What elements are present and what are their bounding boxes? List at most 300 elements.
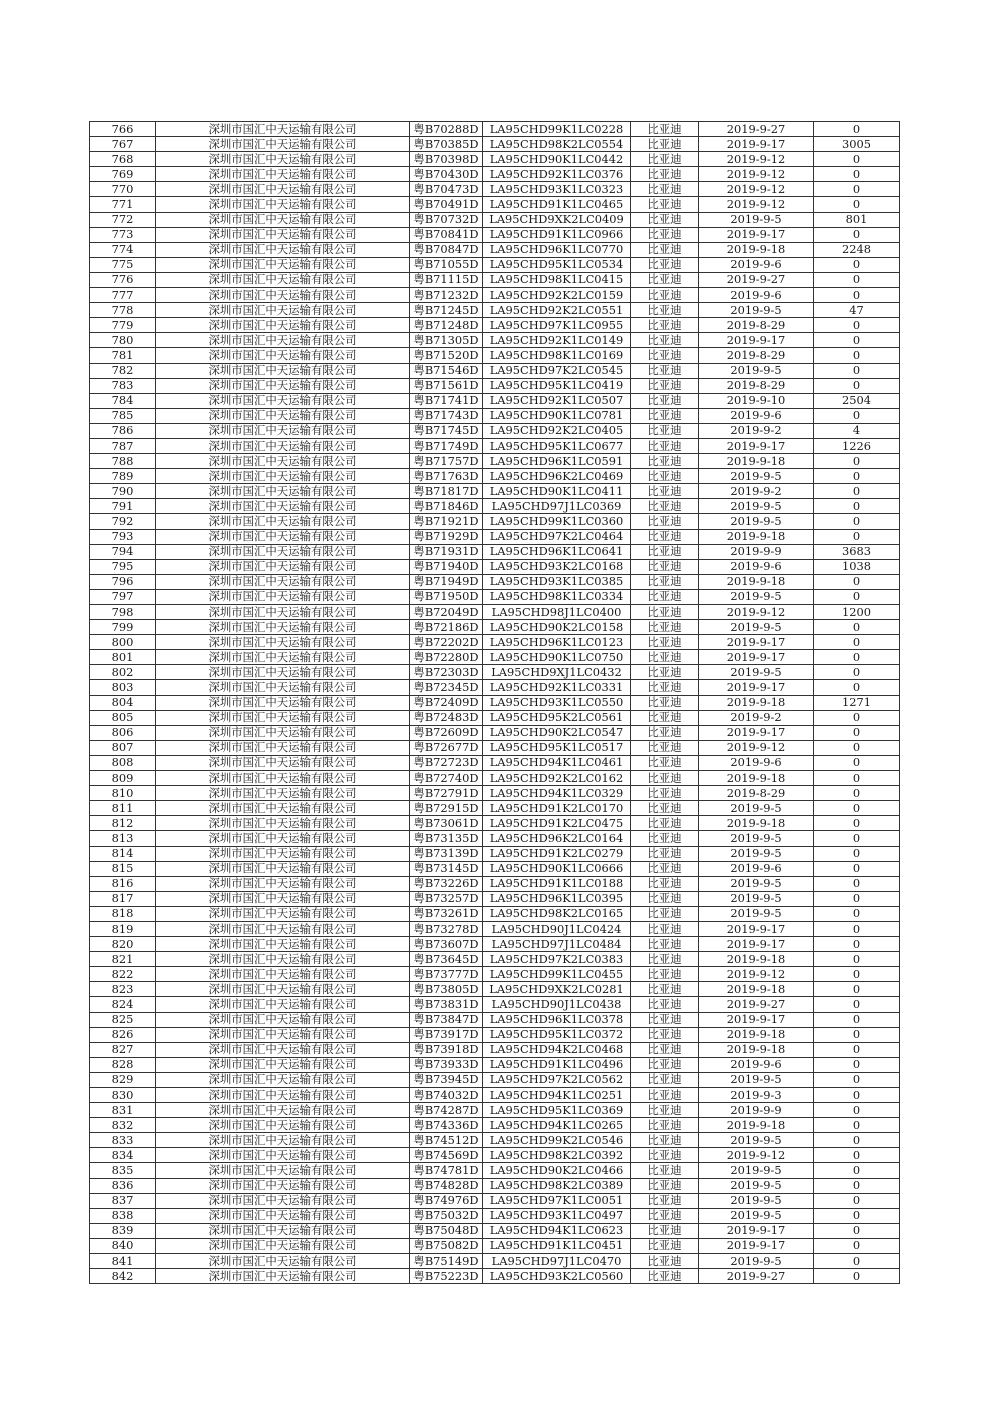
- vin-code-cell: LA95CHD95K1LC0534: [483, 257, 631, 272]
- vin-code-cell: LA95CHD98K2LC0165: [483, 906, 631, 921]
- row-number-cell: 781: [90, 348, 156, 363]
- table-row: [90, 786, 900, 801]
- plate-number-cell: 粤B75082D: [410, 1238, 483, 1253]
- date-cell: 2019-9-17: [699, 1238, 814, 1253]
- amount-cell: 0: [814, 1088, 900, 1103]
- amount-cell: 0: [814, 921, 900, 936]
- plate-number-cell: 粤B71561D: [410, 378, 483, 393]
- brand-cell: 比亚迪: [631, 1254, 699, 1269]
- row-number-cell: 787: [90, 438, 156, 453]
- table-row: [90, 635, 900, 650]
- brand-cell: 比亚迪: [631, 348, 699, 363]
- brand-cell: 比亚迪: [631, 695, 699, 710]
- amount-cell: 801: [814, 212, 900, 227]
- brand-cell: 比亚迪: [631, 997, 699, 1012]
- date-cell: 2019-9-2: [699, 484, 814, 499]
- vin-code-cell: LA95CHD98K2LC0554: [483, 137, 631, 152]
- brand-cell: 比亚迪: [631, 122, 699, 137]
- date-cell: 2019-8-29: [699, 378, 814, 393]
- company-name-cell: 深圳市国汇中天运输有限公司: [156, 333, 410, 348]
- date-cell: 2019-9-18: [699, 454, 814, 469]
- amount-cell: 0: [814, 801, 900, 816]
- amount-cell: 0: [814, 1193, 900, 1208]
- table-row: [90, 469, 900, 484]
- date-cell: 2019-9-17: [699, 921, 814, 936]
- vin-code-cell: LA95CHD94K1LC0265: [483, 1118, 631, 1133]
- plate-number-cell: 粤B73831D: [410, 997, 483, 1012]
- company-name-cell: 深圳市国汇中天运输有限公司: [156, 589, 410, 604]
- vin-code-cell: LA95CHD92K2LC0159: [483, 288, 631, 303]
- date-cell: 2019-9-12: [699, 605, 814, 620]
- amount-cell: 0: [814, 1269, 900, 1284]
- plate-number-cell: 粤B74287D: [410, 1103, 483, 1118]
- company-name-cell: 深圳市国汇中天运输有限公司: [156, 937, 410, 952]
- date-cell: 2019-9-17: [699, 333, 814, 348]
- amount-cell: 0: [814, 1042, 900, 1057]
- amount-cell: 0: [814, 227, 900, 242]
- plate-number-cell: 粤B72303D: [410, 665, 483, 680]
- brand-cell: 比亚迪: [631, 423, 699, 438]
- table-row: [90, 771, 900, 786]
- plate-number-cell: 粤B73061D: [410, 816, 483, 831]
- table-row: [90, 1223, 900, 1238]
- amount-cell: 0: [814, 1148, 900, 1163]
- plate-number-cell: 粤B73226D: [410, 876, 483, 891]
- vin-code-cell: LA95CHD96K1LC0641: [483, 544, 631, 559]
- row-number-cell: 794: [90, 544, 156, 559]
- table-row: [90, 861, 900, 876]
- table-row: [90, 906, 900, 921]
- amount-cell: 47: [814, 303, 900, 318]
- company-name-cell: 深圳市国汇中天运输有限公司: [156, 272, 410, 287]
- vin-code-cell: LA95CHD97K2LC0464: [483, 529, 631, 544]
- table-row: [90, 1238, 900, 1253]
- table-row: [90, 152, 900, 167]
- table-row: [90, 1133, 900, 1148]
- amount-cell: 0: [814, 348, 900, 363]
- brand-cell: 比亚迪: [631, 1118, 699, 1133]
- vin-code-cell: LA95CHD97J1LC0369: [483, 499, 631, 514]
- plate-number-cell: 粤B72409D: [410, 695, 483, 710]
- company-name-cell: 深圳市国汇中天运输有限公司: [156, 861, 410, 876]
- company-name-cell: 深圳市国汇中天运输有限公司: [156, 1254, 410, 1269]
- plate-number-cell: 粤B73278D: [410, 921, 483, 936]
- date-cell: 2019-9-5: [699, 514, 814, 529]
- date-cell: 2019-9-6: [699, 257, 814, 272]
- amount-cell: 0: [814, 1057, 900, 1072]
- brand-cell: 比亚迪: [631, 786, 699, 801]
- date-cell: 2019-9-17: [699, 227, 814, 242]
- brand-cell: 比亚迪: [631, 1072, 699, 1087]
- amount-cell: 2504: [814, 393, 900, 408]
- vin-code-cell: LA95CHD93K1LC0385: [483, 574, 631, 589]
- date-cell: 2019-9-6: [699, 861, 814, 876]
- company-name-cell: 深圳市国汇中天运输有限公司: [156, 318, 410, 333]
- company-name-cell: 深圳市国汇中天运输有限公司: [156, 484, 410, 499]
- vin-code-cell: LA95CHD96K1LC0591: [483, 454, 631, 469]
- amount-cell: 0: [814, 891, 900, 906]
- row-number-cell: 823: [90, 982, 156, 997]
- date-cell: 2019-9-5: [699, 212, 814, 227]
- vin-code-cell: LA95CHD96K2LC0164: [483, 831, 631, 846]
- plate-number-cell: 粤B74781D: [410, 1163, 483, 1178]
- date-cell: 2019-9-5: [699, 1193, 814, 1208]
- date-cell: 2019-9-6: [699, 1057, 814, 1072]
- brand-cell: 比亚迪: [631, 288, 699, 303]
- date-cell: 2019-9-5: [699, 1072, 814, 1087]
- table-row: [90, 272, 900, 287]
- table-row: [90, 620, 900, 635]
- plate-number-cell: 粤B72791D: [410, 786, 483, 801]
- plate-number-cell: 粤B70430D: [410, 167, 483, 182]
- company-name-cell: 深圳市国汇中天运输有限公司: [156, 1208, 410, 1223]
- vin-code-cell: LA95CHD97J1LC0484: [483, 937, 631, 952]
- company-name-cell: 深圳市国汇中天运输有限公司: [156, 1088, 410, 1103]
- company-name-cell: 深圳市国汇中天运输有限公司: [156, 544, 410, 559]
- company-name-cell: 深圳市国汇中天运输有限公司: [156, 891, 410, 906]
- brand-cell: 比亚迪: [631, 454, 699, 469]
- plate-number-cell: 粤B74512D: [410, 1133, 483, 1148]
- row-number-cell: 832: [90, 1118, 156, 1133]
- plate-number-cell: 粤B73918D: [410, 1042, 483, 1057]
- company-name-cell: 深圳市国汇中天运输有限公司: [156, 137, 410, 152]
- vin-code-cell: LA95CHD93K1LC0497: [483, 1208, 631, 1223]
- table-row: [90, 952, 900, 967]
- brand-cell: 比亚迪: [631, 831, 699, 846]
- row-number-cell: 830: [90, 1088, 156, 1103]
- amount-cell: 1038: [814, 559, 900, 574]
- amount-cell: 0: [814, 816, 900, 831]
- plate-number-cell: 粤B73257D: [410, 891, 483, 906]
- company-name-cell: 深圳市国汇中天运输有限公司: [156, 906, 410, 921]
- brand-cell: 比亚迪: [631, 257, 699, 272]
- row-number-cell: 812: [90, 816, 156, 831]
- table-row: [90, 454, 900, 469]
- date-cell: 2019-9-27: [699, 122, 814, 137]
- brand-cell: 比亚迪: [631, 393, 699, 408]
- row-number-cell: 771: [90, 197, 156, 212]
- date-cell: 2019-9-18: [699, 529, 814, 544]
- row-number-cell: 797: [90, 589, 156, 604]
- company-name-cell: 深圳市国汇中天运输有限公司: [156, 212, 410, 227]
- company-name-cell: 深圳市国汇中天运输有限公司: [156, 499, 410, 514]
- row-number-cell: 780: [90, 333, 156, 348]
- brand-cell: 比亚迪: [631, 771, 699, 786]
- vin-code-cell: LA95CHD90J1LC0438: [483, 997, 631, 1012]
- plate-number-cell: 粤B70288D: [410, 122, 483, 137]
- amount-cell: 0: [814, 906, 900, 921]
- row-number-cell: 840: [90, 1238, 156, 1253]
- row-number-cell: 821: [90, 952, 156, 967]
- table-row: [90, 1269, 900, 1284]
- row-number-cell: 774: [90, 242, 156, 257]
- brand-cell: 比亚迪: [631, 801, 699, 816]
- table-row: [90, 650, 900, 665]
- table-row: [90, 423, 900, 438]
- row-number-cell: 786: [90, 423, 156, 438]
- table-row: [90, 1118, 900, 1133]
- amount-cell: 0: [814, 469, 900, 484]
- row-number-cell: 768: [90, 152, 156, 167]
- row-number-cell: 785: [90, 408, 156, 423]
- company-name-cell: 深圳市国汇中天运输有限公司: [156, 967, 410, 982]
- vin-code-cell: LA95CHD96K1LC0378: [483, 1012, 631, 1027]
- table-row: [90, 831, 900, 846]
- table-row: [90, 318, 900, 333]
- amount-cell: 0: [814, 740, 900, 755]
- row-number-cell: 820: [90, 937, 156, 952]
- company-name-cell: 深圳市国汇中天运输有限公司: [156, 197, 410, 212]
- date-cell: 2019-9-3: [699, 1088, 814, 1103]
- table-row: [90, 801, 900, 816]
- brand-cell: 比亚迪: [631, 937, 699, 952]
- brand-cell: 比亚迪: [631, 876, 699, 891]
- table-row: [90, 288, 900, 303]
- date-cell: 2019-9-5: [699, 906, 814, 921]
- table-row: [90, 725, 900, 740]
- amount-cell: 0: [814, 680, 900, 695]
- row-number-cell: 816: [90, 876, 156, 891]
- date-cell: 2019-9-17: [699, 635, 814, 650]
- brand-cell: 比亚迪: [631, 438, 699, 453]
- amount-cell: 0: [814, 982, 900, 997]
- company-name-cell: 深圳市国汇中天运输有限公司: [156, 620, 410, 635]
- brand-cell: 比亚迪: [631, 1178, 699, 1193]
- date-cell: 2019-9-5: [699, 1254, 814, 1269]
- plate-number-cell: 粤B73933D: [410, 1057, 483, 1072]
- row-number-cell: 772: [90, 212, 156, 227]
- plate-number-cell: 粤B73135D: [410, 831, 483, 846]
- vin-code-cell: LA95CHD97K1LC0955: [483, 318, 631, 333]
- plate-number-cell: 粤B73145D: [410, 861, 483, 876]
- brand-cell: 比亚迪: [631, 1088, 699, 1103]
- plate-number-cell: 粤B71846D: [410, 499, 483, 514]
- table-row: [90, 846, 900, 861]
- vin-code-cell: LA95CHD90K2LC0547: [483, 725, 631, 740]
- table-row: [90, 982, 900, 997]
- row-number-cell: 788: [90, 454, 156, 469]
- amount-cell: 0: [814, 408, 900, 423]
- vin-code-cell: LA95CHD90K2LC0466: [483, 1163, 631, 1178]
- row-number-cell: 795: [90, 559, 156, 574]
- brand-cell: 比亚迪: [631, 469, 699, 484]
- table-row: [90, 937, 900, 952]
- company-name-cell: 深圳市国汇中天运输有限公司: [156, 665, 410, 680]
- amount-cell: 0: [814, 529, 900, 544]
- table-row: [90, 182, 900, 197]
- row-number-cell: 769: [90, 167, 156, 182]
- vin-code-cell: LA95CHD98K1LC0415: [483, 272, 631, 287]
- row-number-cell: 833: [90, 1133, 156, 1148]
- table-row: [90, 1042, 900, 1057]
- table-row: [90, 212, 900, 227]
- amount-cell: 0: [814, 725, 900, 740]
- vin-code-cell: LA95CHD90K1LC0666: [483, 861, 631, 876]
- brand-cell: 比亚迪: [631, 725, 699, 740]
- date-cell: 2019-9-18: [699, 695, 814, 710]
- table-row: [90, 1072, 900, 1087]
- vin-code-cell: LA95CHD90K1LC0411: [483, 484, 631, 499]
- company-name-cell: 深圳市国汇中天运输有限公司: [156, 1223, 410, 1238]
- brand-cell: 比亚迪: [631, 589, 699, 604]
- company-name-cell: 深圳市国汇中天运输有限公司: [156, 1042, 410, 1057]
- company-name-cell: 深圳市国汇中天运输有限公司: [156, 152, 410, 167]
- row-number-cell: 803: [90, 680, 156, 695]
- date-cell: 2019-9-18: [699, 242, 814, 257]
- table-row: [90, 333, 900, 348]
- brand-cell: 比亚迪: [631, 740, 699, 755]
- row-number-cell: 826: [90, 1027, 156, 1042]
- brand-cell: 比亚迪: [631, 544, 699, 559]
- table-row: [90, 710, 900, 725]
- vin-code-cell: LA95CHD90K1LC0442: [483, 152, 631, 167]
- amount-cell: 0: [814, 861, 900, 876]
- plate-number-cell: 粤B75032D: [410, 1208, 483, 1223]
- date-cell: 2019-9-5: [699, 1178, 814, 1193]
- company-name-cell: 深圳市国汇中天运输有限公司: [156, 423, 410, 438]
- brand-cell: 比亚迪: [631, 861, 699, 876]
- vin-code-cell: LA95CHD94K1LC0623: [483, 1223, 631, 1238]
- row-number-cell: 806: [90, 725, 156, 740]
- date-cell: 2019-9-6: [699, 559, 814, 574]
- table-row: [90, 1057, 900, 1072]
- row-number-cell: 814: [90, 846, 156, 861]
- row-number-cell: 779: [90, 318, 156, 333]
- plate-number-cell: 粤B71055D: [410, 257, 483, 272]
- brand-cell: 比亚迪: [631, 499, 699, 514]
- table-row: [90, 921, 900, 936]
- amount-cell: 0: [814, 786, 900, 801]
- vin-code-cell: LA95CHD92K1LC0149: [483, 333, 631, 348]
- date-cell: 2019-9-18: [699, 952, 814, 967]
- amount-cell: 2248: [814, 242, 900, 257]
- amount-cell: 0: [814, 952, 900, 967]
- brand-cell: 比亚迪: [631, 680, 699, 695]
- plate-number-cell: 粤B70732D: [410, 212, 483, 227]
- table-row: [90, 1012, 900, 1027]
- plate-number-cell: 粤B74032D: [410, 1088, 483, 1103]
- amount-cell: 0: [814, 197, 900, 212]
- plate-number-cell: 粤B74828D: [410, 1178, 483, 1193]
- amount-cell: 0: [814, 967, 900, 982]
- vin-code-cell: LA95CHD97K2LC0383: [483, 952, 631, 967]
- row-number-cell: 828: [90, 1057, 156, 1072]
- company-name-cell: 深圳市国汇中天运输有限公司: [156, 1103, 410, 1118]
- table-row: [90, 348, 900, 363]
- row-number-cell: 834: [90, 1148, 156, 1163]
- vin-code-cell: LA95CHD91K1LC0188: [483, 876, 631, 891]
- table-row: [90, 1163, 900, 1178]
- row-number-cell: 822: [90, 967, 156, 982]
- brand-cell: 比亚迪: [631, 891, 699, 906]
- plate-number-cell: 粤B71817D: [410, 484, 483, 499]
- company-name-cell: 深圳市国汇中天运输有限公司: [156, 831, 410, 846]
- amount-cell: 0: [814, 1027, 900, 1042]
- company-name-cell: 深圳市国汇中天运输有限公司: [156, 710, 410, 725]
- row-number-cell: 776: [90, 272, 156, 287]
- company-name-cell: 深圳市国汇中天运输有限公司: [156, 1118, 410, 1133]
- date-cell: 2019-9-9: [699, 1103, 814, 1118]
- brand-cell: 比亚迪: [631, 755, 699, 770]
- date-cell: 2019-9-5: [699, 891, 814, 906]
- brand-cell: 比亚迪: [631, 1057, 699, 1072]
- amount-cell: 0: [814, 1208, 900, 1223]
- vin-code-cell: LA95CHD99K1LC0360: [483, 514, 631, 529]
- company-name-cell: 深圳市国汇中天运输有限公司: [156, 1072, 410, 1087]
- plate-number-cell: 粤B71931D: [410, 544, 483, 559]
- table-row: [90, 891, 900, 906]
- brand-cell: 比亚迪: [631, 574, 699, 589]
- table-row: [90, 303, 900, 318]
- plate-number-cell: 粤B71546D: [410, 363, 483, 378]
- company-name-cell: 深圳市国汇中天运输有限公司: [156, 454, 410, 469]
- table-row: [90, 227, 900, 242]
- plate-number-cell: 粤B73945D: [410, 1072, 483, 1087]
- date-cell: 2019-9-17: [699, 725, 814, 740]
- plate-number-cell: 粤B71757D: [410, 454, 483, 469]
- amount-cell: 0: [814, 665, 900, 680]
- row-number-cell: 793: [90, 529, 156, 544]
- row-number-cell: 799: [90, 620, 156, 635]
- brand-cell: 比亚迪: [631, 1148, 699, 1163]
- vin-code-cell: LA95CHD92K2LC0162: [483, 771, 631, 786]
- row-number-cell: 842: [90, 1269, 156, 1284]
- amount-cell: 0: [814, 876, 900, 891]
- plate-number-cell: 粤B71305D: [410, 333, 483, 348]
- date-cell: 2019-9-5: [699, 620, 814, 635]
- amount-cell: 0: [814, 755, 900, 770]
- brand-cell: 比亚迪: [631, 303, 699, 318]
- vin-code-cell: LA95CHD91K1LC0465: [483, 197, 631, 212]
- company-name-cell: 深圳市国汇中天运输有限公司: [156, 801, 410, 816]
- date-cell: 2019-9-5: [699, 831, 814, 846]
- brand-cell: 比亚迪: [631, 529, 699, 544]
- date-cell: 2019-9-18: [699, 982, 814, 997]
- row-number-cell: 841: [90, 1254, 156, 1269]
- brand-cell: 比亚迪: [631, 242, 699, 257]
- amount-cell: 0: [814, 831, 900, 846]
- brand-cell: 比亚迪: [631, 378, 699, 393]
- vin-code-cell: LA95CHD98K2LC0389: [483, 1178, 631, 1193]
- table-row: [90, 1148, 900, 1163]
- date-cell: 2019-9-17: [699, 680, 814, 695]
- vin-code-cell: LA95CHD99K2LC0546: [483, 1133, 631, 1148]
- plate-number-cell: 粤B74336D: [410, 1118, 483, 1133]
- table-row: [90, 1254, 900, 1269]
- company-name-cell: 深圳市国汇中天运输有限公司: [156, 182, 410, 197]
- row-number-cell: 829: [90, 1072, 156, 1087]
- row-number-cell: 783: [90, 378, 156, 393]
- amount-cell: 0: [814, 288, 900, 303]
- vin-code-cell: LA95CHD98K1LC0334: [483, 589, 631, 604]
- date-cell: 2019-9-5: [699, 469, 814, 484]
- amount-cell: 1200: [814, 605, 900, 620]
- amount-cell: 0: [814, 272, 900, 287]
- plate-number-cell: 粤B71745D: [410, 423, 483, 438]
- date-cell: 2019-9-18: [699, 771, 814, 786]
- amount-cell: 3683: [814, 544, 900, 559]
- plate-number-cell: 粤B72280D: [410, 650, 483, 665]
- date-cell: 2019-9-12: [699, 152, 814, 167]
- table-row: [90, 1088, 900, 1103]
- table-row: [90, 605, 900, 620]
- plate-number-cell: 粤B72723D: [410, 755, 483, 770]
- company-name-cell: 深圳市国汇中天运输有限公司: [156, 1193, 410, 1208]
- vin-code-cell: LA95CHD91K1LC0496: [483, 1057, 631, 1072]
- row-number-cell: 808: [90, 755, 156, 770]
- amount-cell: 0: [814, 257, 900, 272]
- date-cell: 2019-9-5: [699, 499, 814, 514]
